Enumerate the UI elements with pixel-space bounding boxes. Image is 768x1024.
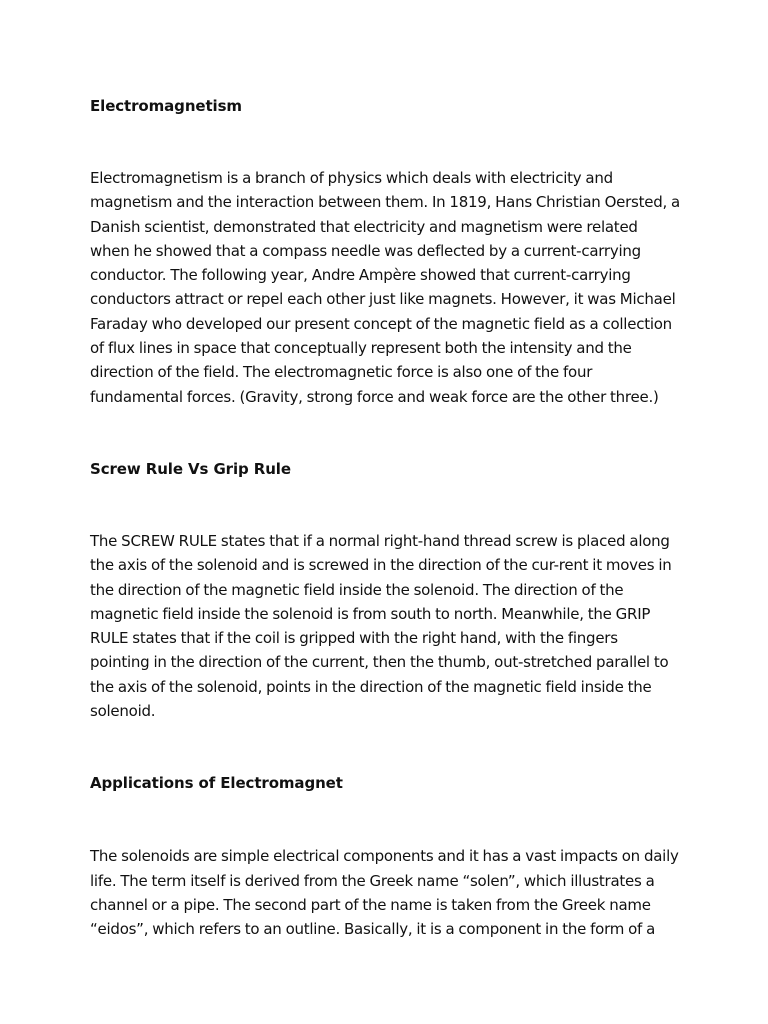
paragraph-electromagnetism: Electromagnetism is a branch of physics which deals with electricity and magnetism and the interaction between them. In 1819, Hans Christian Oersted, a Danish scientist, demonstrated that electricity and magnetism were related when he showed that a compass needle was deflected by a current-carrying conductor. The following year, Andre Ampère showed that current-carrying conductors attract or repel each other just like magnets. However, it was Michael Faraday who developed our present concept of the magnetic field as a collection of flux lines in space that conceptually represent both the intensity and the direction of the field. The electromagnetic force is also one of the four fundamental forces. (Gravity, strong force and weak force are the other three.) <box>90 169 680 406</box>
section-heading-electromagnetism: Electromagnetism <box>90 97 242 115</box>
paragraph-screw-rule: The SCREW RULE states that if a normal right-hand thread screw is placed along the axis of the solenoid and is screwed in the direction of the cur-rent it moves in the direction of the magnetic field inside the solenoid. The direction of the magnetic field inside the solenoid is from south to north. Meanwhile, the GRIP RULE states that if the coil is gripped with the right hand, with the fingers pointing in the direction of the current, then the thumb, out-stretched parallel to the axis of the solenoid, points in the direction of the magnetic field inside the solenoid. <box>90 531 672 721</box>
paragraph-applications: The solenoids are simple electrical components and it has a vast impacts on daily life. The term itself is derived from the Greek name “solen”, which illustrates a channel or a pipe. The second part of the name is taken from the Greek name “eidos”, which refers to an outline. Basically, it is a component in the form of a <box>90 847 679 939</box>
document-body <box>90 94 680 942</box>
section-heading-screw-rule: Screw Rule Vs Grip Rule <box>90 459 291 478</box>
section-heading-applications: Applications of Electromagnet <box>90 774 343 793</box>
